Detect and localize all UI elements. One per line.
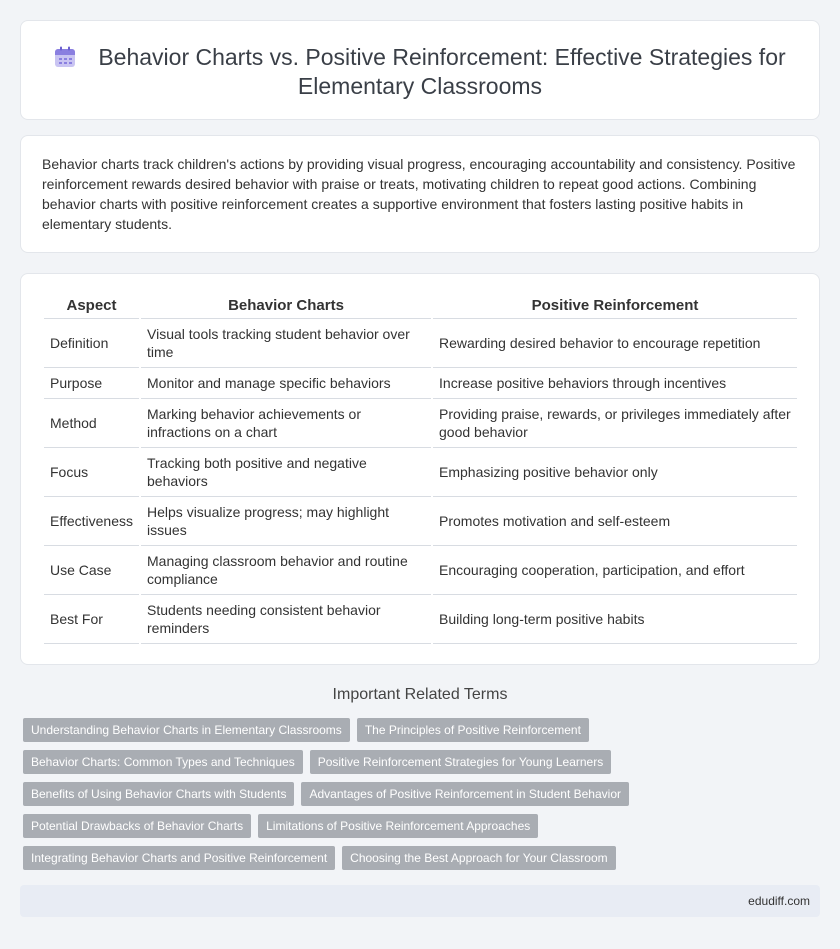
related-term-tag[interactable]: Benefits of Using Behavior Charts with Students xyxy=(23,782,294,806)
row-aspect: Method xyxy=(44,399,139,448)
calendar-icon xyxy=(54,46,76,68)
row-behavior-charts: Helps visualize progress; may highlight issues xyxy=(141,497,431,546)
header-behavior-charts: Behavior Charts xyxy=(141,292,431,319)
table-row xyxy=(44,319,797,368)
comparison-card xyxy=(20,273,820,665)
row-positive-reinforcement: Increase positive behaviors through incentives xyxy=(433,368,797,399)
intro-paragraph: Behavior charts track children's actions by providing visual progress, encouraging accountability and consistency. Positive reinforcement rewards desired behavior with praise or treats, motivating children to repeat good actions. Combining behavior charts with positive reinforcement creates a supportive environment that fosters lasting positive habits in elementary students. xyxy=(42,156,796,232)
row-aspect: Purpose xyxy=(44,368,139,399)
table-row xyxy=(44,399,797,448)
related-term-tag[interactable]: The Principles of Positive Reinforcement xyxy=(357,718,589,742)
related-term-tag[interactable]: Behavior Charts: Common Types and Techniques xyxy=(23,750,303,774)
row-behavior-charts: Managing classroom behavior and routine compliance xyxy=(141,546,431,595)
page-title-text: Behavior Charts vs. Positive Reinforcement: Effective Strategies for Elementary Classrooms xyxy=(98,44,786,99)
table-row xyxy=(44,448,797,497)
related-term-tag[interactable]: Integrating Behavior Charts and Positive Reinforcement xyxy=(23,846,335,870)
row-aspect: Definition xyxy=(44,319,139,368)
related-term-tag[interactable]: Positive Reinforcement Strategies for Young Learners xyxy=(310,750,612,774)
row-behavior-charts: Monitor and manage specific behaviors xyxy=(141,368,431,399)
row-behavior-charts: Marking behavior achievements or infractions on a chart xyxy=(141,399,431,448)
title-card xyxy=(20,20,820,120)
related-term-tag[interactable]: Limitations of Positive Reinforcement Approaches xyxy=(258,814,538,838)
related-term-tag[interactable]: Understanding Behavior Charts in Elementary Classrooms xyxy=(23,718,350,742)
footer-bar xyxy=(20,885,820,917)
page-title xyxy=(21,43,819,101)
row-positive-reinforcement: Emphasizing positive behavior only xyxy=(433,448,797,497)
header-aspect: Aspect xyxy=(44,292,139,319)
row-positive-reinforcement: Rewarding desired behavior to encourage repetition xyxy=(433,319,797,368)
footer-site-name: edudiff.com xyxy=(748,894,810,908)
row-positive-reinforcement: Building long-term positive habits xyxy=(433,595,797,644)
row-positive-reinforcement: Encouraging cooperation, participation, and effort xyxy=(433,546,797,595)
row-aspect: Effectiveness xyxy=(44,497,139,546)
row-aspect: Best For xyxy=(44,595,139,644)
row-behavior-charts: Visual tools tracking student behavior over time xyxy=(141,319,431,368)
table-row xyxy=(44,595,797,644)
related-term-tag[interactable]: Advantages of Positive Reinforcement in Student Behavior xyxy=(301,782,629,806)
row-aspect: Use Case xyxy=(44,546,139,595)
related-term-tag[interactable]: Choosing the Best Approach for Your Classroom xyxy=(342,846,615,870)
intro-card xyxy=(20,135,820,253)
related-terms-list xyxy=(23,718,823,878)
table-header-row xyxy=(44,292,797,319)
comparison-table xyxy=(42,292,799,644)
related-term-tag[interactable]: Potential Drawbacks of Behavior Charts xyxy=(23,814,251,838)
row-positive-reinforcement: Providing praise, rewards, or privileges immediately after good behavior xyxy=(433,399,797,448)
row-aspect: Focus xyxy=(44,448,139,497)
table-row xyxy=(44,546,797,595)
table-row xyxy=(44,497,797,546)
row-behavior-charts: Tracking both positive and negative behaviors xyxy=(141,448,431,497)
related-terms-heading: Important Related Terms xyxy=(332,686,508,703)
row-behavior-charts: Students needing consistent behavior reminders xyxy=(141,595,431,644)
row-positive-reinforcement: Promotes motivation and self-esteem xyxy=(433,497,797,546)
header-positive-reinforcement: Positive Reinforcement xyxy=(433,292,797,319)
table-row xyxy=(44,368,797,399)
